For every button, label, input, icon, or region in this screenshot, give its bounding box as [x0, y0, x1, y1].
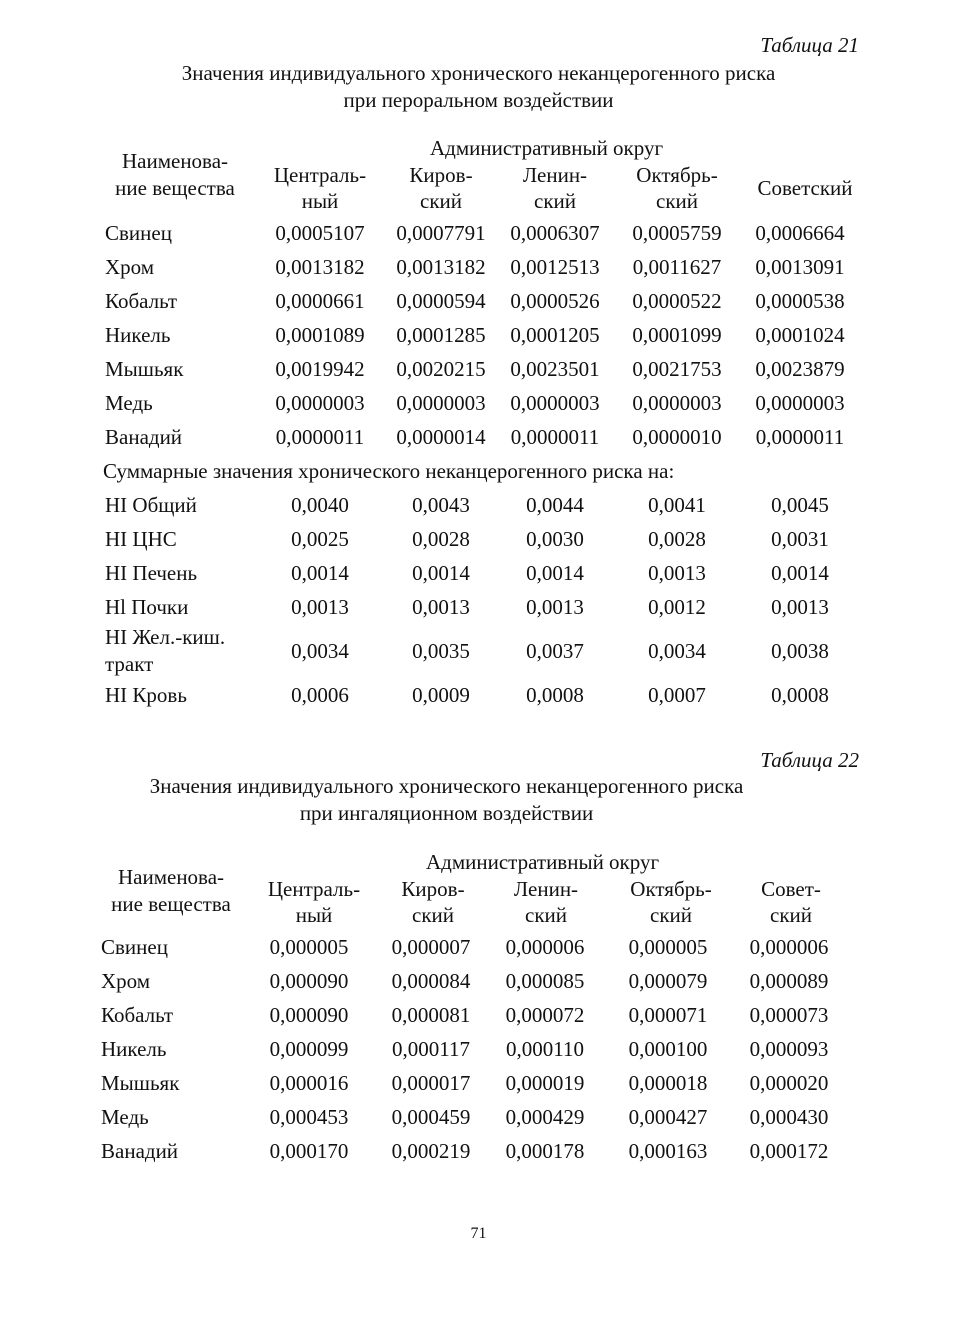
row-value-cell: 0,0038: [771, 639, 829, 663]
row-value-cell: 0,000019: [505, 1071, 585, 1095]
table-row: [100, 420, 870, 454]
row-value-cell: 0,000459: [391, 1105, 471, 1129]
row-value-cell: 0,000018: [628, 1071, 708, 1095]
row-value-cell: 0,000081: [391, 1003, 471, 1027]
row-value-cell: 0,0000538: [755, 289, 845, 313]
row-substance-name: Медь: [101, 1105, 149, 1129]
row-substance-name: HI Печень: [105, 561, 198, 585]
row-substance-name: HI Кровь: [105, 683, 187, 707]
row-value-cell: 0,000006: [505, 935, 585, 959]
row-substance-name: Свинец: [105, 221, 172, 245]
table21-body: [100, 216, 870, 454]
row-substance-name: Hl Почки: [105, 595, 189, 619]
row-value-cell: 0,0000011: [275, 425, 365, 449]
row-value-cell: 0,0012513: [510, 255, 600, 279]
row-value-cell: 0,0013: [412, 595, 470, 619]
row-value-cell: 0,0034: [291, 639, 349, 663]
row-value-cell: 0,0005759: [632, 221, 722, 245]
row-value-cell: 0,0009: [412, 683, 470, 707]
row-substance-name: Никель: [101, 1037, 167, 1061]
row-value-cell: 0,000007: [391, 935, 471, 959]
row-value-cell: 0,000429: [505, 1105, 585, 1129]
row-value-cell: 0,000110: [506, 1037, 584, 1061]
row-value-cell: 0,0014: [291, 561, 349, 585]
row-value-cell: 0,000089: [749, 969, 829, 993]
row-value-cell: 0,000005: [628, 935, 708, 959]
row-substance-name: HI Общий: [105, 493, 197, 517]
row-value-cell: 0,0000661: [275, 289, 365, 313]
row-substance-name: Никель: [105, 323, 171, 347]
row-substance-name: Кобальт: [101, 1003, 174, 1027]
row-value-cell: 0,0001089: [275, 323, 365, 347]
table-row: [100, 488, 870, 522]
row-value-cell: 0,0035: [412, 639, 470, 663]
table22-title-line1: Значения индивидуального хронического неканцерогенного риска: [149, 774, 744, 798]
col-header-october: Октябрь- ский: [636, 163, 718, 213]
row-substance-name: Медь: [105, 391, 153, 415]
row-value-cell: 0,000071: [628, 1003, 708, 1027]
row-value-cell: 0,0000526: [510, 289, 600, 313]
row-value-cell: 0,0014: [412, 561, 470, 585]
table-row: [96, 1066, 866, 1100]
table-row: [100, 284, 870, 318]
table22-header-substance: [96, 864, 246, 918]
row-value-cell: 0,0040: [291, 493, 349, 517]
row-value-cell: 0,000093: [749, 1037, 829, 1061]
table-row: [100, 678, 870, 712]
row-value-cell: 0,0000003: [275, 391, 365, 415]
col-header-soviet: Советский: [757, 176, 853, 200]
row-value-cell: 0,0000003: [755, 391, 845, 415]
table22-header-district: Административный округ: [426, 850, 660, 874]
table-row: [100, 556, 870, 590]
table-row: [100, 318, 870, 352]
table-row: [100, 522, 870, 556]
row-value-cell: 0,0013182: [396, 255, 486, 279]
row-value-cell: 0,000163: [628, 1139, 708, 1163]
table21-summary-body: [100, 488, 870, 712]
row-value-cell: 0,0006: [291, 683, 349, 707]
row-value-cell: 0,0045: [771, 493, 829, 517]
row-value-cell: 0,0001285: [396, 323, 486, 347]
table21-header-substance: [100, 148, 250, 202]
col-header-october: Октябрь- ский: [630, 877, 712, 927]
row-value-cell: 0,0020215: [396, 357, 486, 381]
row-value-cell: 0,0001024: [755, 323, 845, 347]
row-value-cell: 0,0044: [526, 493, 584, 517]
row-substance-name: Мышьяк: [105, 357, 184, 381]
row-value-cell: 0,0023501: [510, 357, 600, 381]
table22-label: Таблица 22: [760, 748, 859, 772]
col-header-central: Централь- ный: [273, 163, 367, 213]
row-value-cell: 0,0013: [291, 595, 349, 619]
row-substance-name: HI Жел.-киш. тракт: [105, 625, 226, 676]
row-value-cell: 0,0008: [526, 683, 584, 707]
row-value-cell: 0,0041: [648, 493, 706, 517]
table21-header-district: Административный округ: [430, 136, 664, 160]
row-value-cell: 0,000005: [269, 935, 349, 959]
table-row: [96, 1100, 866, 1134]
row-value-cell: 0,0013: [648, 561, 706, 585]
row-value-cell: 0,0000003: [396, 391, 486, 415]
table21: [100, 136, 870, 712]
row-value-cell: 0,000085: [505, 969, 585, 993]
row-value-cell: 0,0000011: [510, 425, 600, 449]
row-value-cell: 0,000172: [749, 1139, 829, 1163]
row-value-cell: 0,000100: [628, 1037, 708, 1061]
table22-body: [96, 930, 866, 1168]
row-value-cell: 0,0001099: [632, 323, 722, 347]
row-value-cell: 0,0028: [412, 527, 470, 551]
row-value-cell: 0,000170: [269, 1139, 349, 1163]
table22-title: [0, 773, 925, 827]
row-value-cell: 0,0013091: [755, 255, 845, 279]
row-value-cell: 0,0028: [648, 527, 706, 551]
row-value-cell: 0,0000003: [632, 391, 722, 415]
row-value-cell: 0,000427: [628, 1105, 708, 1129]
row-value-cell: 0,000006: [749, 935, 829, 959]
row-value-cell: 0,0000003: [510, 391, 600, 415]
row-value-cell: 0,0030: [526, 527, 584, 551]
row-value-cell: 0,0006664: [755, 221, 845, 245]
table-row: [100, 250, 870, 284]
row-value-cell: 0,000453: [269, 1105, 349, 1129]
table-row: [96, 964, 866, 998]
row-substance-name: Хром: [105, 255, 155, 279]
col-header-central: Централь- ный: [267, 877, 361, 927]
row-substance-name: Кобальт: [105, 289, 178, 313]
row-value-cell: 0,000016: [269, 1071, 349, 1095]
row-value-cell: 0,0014: [526, 561, 584, 585]
row-value-cell: 0,000020: [749, 1071, 829, 1095]
col-header-kirov: Киров- ский: [409, 163, 473, 213]
table-row: [100, 590, 870, 624]
row-value-cell: 0,0008: [771, 683, 829, 707]
row-value-cell: 0,0000594: [396, 289, 486, 313]
row-value-cell: 0,000090: [269, 1003, 349, 1027]
row-value-cell: 0,0000011: [755, 425, 845, 449]
table21-title: [0, 60, 957, 114]
row-value-cell: 0,0006307: [510, 221, 600, 245]
table-row: [100, 386, 870, 420]
row-value-cell: 0,0043: [412, 493, 470, 517]
row-substance-name: Ванадий: [105, 425, 183, 449]
table22: [96, 850, 866, 1168]
row-substance-name: Хром: [101, 969, 151, 993]
row-value-cell: 0,000090: [269, 969, 349, 993]
row-value-cell: 0,0034: [648, 639, 706, 663]
row-value-cell: 0,000430: [749, 1105, 829, 1129]
table-row: [100, 624, 870, 678]
row-value-cell: 0,0019942: [275, 357, 365, 381]
col-header-lenin: Ленин- ский: [513, 877, 579, 927]
table-row: [100, 216, 870, 250]
row-value-cell: 0,0023879: [755, 357, 845, 381]
row-value-cell: 0,000079: [628, 969, 708, 993]
table-row: [100, 352, 870, 386]
row-value-cell: 0,0007: [648, 683, 706, 707]
table22-title-line2: при ингаляционном воздействии: [299, 801, 594, 825]
row-value-cell: 0,000117: [392, 1037, 470, 1061]
row-substance-name: Свинец: [101, 935, 168, 959]
table21-label: Таблица 21: [760, 33, 859, 57]
row-value-cell: 0,000178: [505, 1139, 585, 1163]
row-value-cell: 0,0025: [291, 527, 349, 551]
row-value-cell: 0,0031: [771, 527, 829, 551]
row-value-cell: 0,000072: [505, 1003, 585, 1027]
row-value-cell: 0,0011627: [632, 255, 722, 279]
row-substance-name: Мышьяк: [101, 1071, 180, 1095]
table-row: [96, 998, 866, 1032]
row-value-cell: 0,000219: [391, 1139, 471, 1163]
row-value-cell: 0,0021753: [632, 357, 722, 381]
row-value-cell: 0,0000010: [632, 425, 722, 449]
row-value-cell: 0,0005107: [275, 221, 365, 245]
row-value-cell: 0,000099: [269, 1037, 349, 1061]
row-value-cell: 0,0000522: [632, 289, 722, 313]
row-value-cell: 0,0013: [771, 595, 829, 619]
row-value-cell: 0,0012: [648, 595, 706, 619]
table22-header: [96, 850, 866, 930]
row-value-cell: 0,0014: [771, 561, 829, 585]
row-substance-name: Ванадий: [101, 1139, 179, 1163]
page-number: 71: [470, 1225, 487, 1242]
col-header-soviet: Совет- ский: [761, 877, 821, 927]
table21-summary-label: Суммарные значения хронического неканцерогенного риска на:: [103, 459, 675, 483]
row-value-cell: 0,0007791: [396, 221, 486, 245]
row-value-cell: 0,000073: [749, 1003, 829, 1027]
table-row: [96, 1134, 866, 1168]
row-value-cell: 0,0037: [526, 639, 584, 663]
row-substance-name: HI ЦНС: [105, 527, 177, 551]
table21-title-line2: при пероральном воздействии: [343, 88, 614, 112]
header-substance-text: Наименова- ние вещества: [111, 865, 231, 916]
table-row: [96, 930, 866, 964]
row-value-cell: 0,0001205: [510, 323, 600, 347]
col-header-kirov: Киров- ский: [401, 877, 465, 927]
header-substance-text: Наименова- ние вещества: [115, 149, 235, 200]
table-row: [96, 1032, 866, 1066]
row-value-cell: 0,0013: [526, 595, 584, 619]
table21-title-line1: Значения индивидуального хронического неканцерогенного риска: [181, 61, 776, 85]
table21-header: [100, 136, 870, 216]
row-value-cell: 0,000084: [391, 969, 471, 993]
row-value-cell: 0,0000014: [396, 425, 486, 449]
col-header-lenin: Ленин- ский: [522, 163, 588, 213]
row-value-cell: 0,000017: [391, 1071, 471, 1095]
row-value-cell: 0,0013182: [275, 255, 365, 279]
